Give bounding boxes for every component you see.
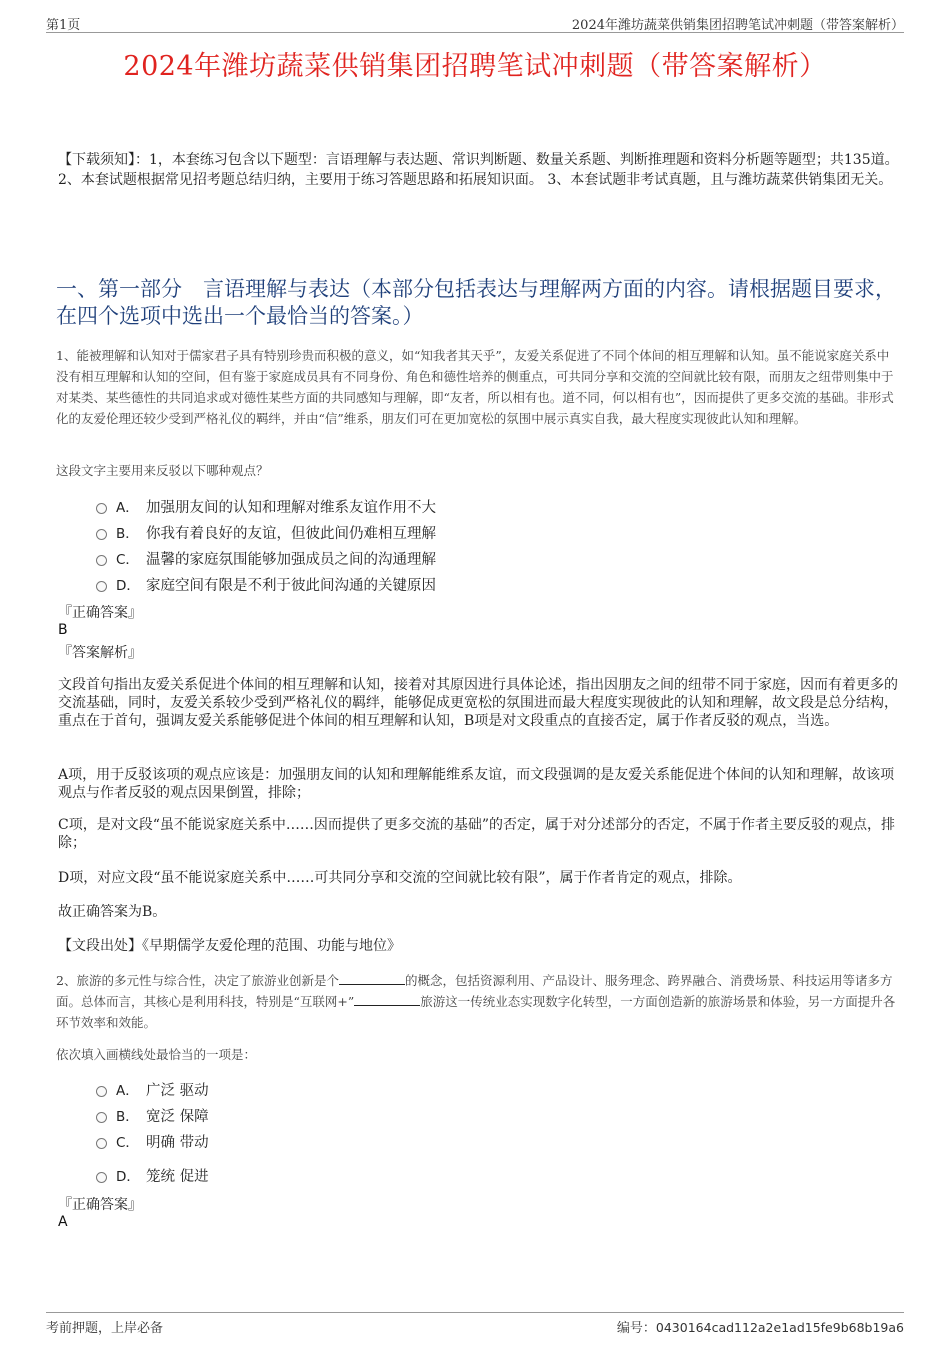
option-letter: A．	[116, 1083, 139, 1099]
answer-label: 『正确答案』	[58, 605, 142, 621]
radio-icon[interactable]	[96, 555, 107, 566]
option-b[interactable]	[96, 519, 436, 545]
option-c[interactable]	[96, 1128, 209, 1154]
code-label: 编号：	[616, 1321, 656, 1336]
fill-blank-2	[354, 993, 420, 1006]
radio-icon[interactable]	[96, 1086, 107, 1097]
radio-icon[interactable]	[96, 529, 107, 540]
option-letter: C．	[116, 1135, 139, 1151]
analysis-paragraph-3: C项，是对文段“虽不能说家庭关系中……因而提供了更多交流的基础”的否定，属于对分述部分的否定，不属于作者主要反驳的观点，排除；	[58, 817, 896, 851]
option-a[interactable]	[96, 1076, 209, 1102]
option-b[interactable]	[96, 1102, 209, 1128]
option-text: 你我有着良好的友谊，但彼此间仍难相互理解	[146, 525, 436, 542]
footer-code	[617, 1317, 904, 1336]
radio-icon[interactable]	[96, 503, 107, 514]
option-d[interactable]	[96, 571, 436, 597]
option-letter: A．	[116, 500, 139, 516]
option-letter: C．	[116, 552, 139, 568]
question-2-options	[96, 1076, 209, 1188]
stem-part: 旅游这一传统业态实现数字化转型，一方面创造新的旅游场景和体验，另一方面提升各环节效率和效能。	[56, 994, 896, 1030]
radio-icon[interactable]	[96, 1112, 107, 1123]
analysis-paragraph-2: A项，用于反驳该项的观点应该是：加强朋友间的认知和理解能维系友谊，而文段强调的是友爱关系能促进个体间的认知和理解，故该项观点与作者反驳的观点因果倒置，排除；	[58, 767, 895, 801]
radio-icon[interactable]	[96, 581, 107, 592]
option-letter: B．	[116, 526, 139, 542]
answer-value: A	[58, 1214, 68, 1230]
option-text: 加强朋友间的认知和理解对维系友谊作用不大	[146, 499, 436, 516]
stem-part: 2、旅游的多元性与综合性，决定了旅游业创新是个	[56, 973, 339, 988]
radio-icon[interactable]	[96, 1138, 107, 1149]
option-text: 家庭空间有限是不利于彼此间沟通的关键原因	[146, 577, 436, 594]
footer-slogan: 考前押题，上岸必备	[46, 1321, 164, 1336]
question-1-options	[96, 493, 436, 597]
code-value: 0430164cad112a2e1ad15fe9b68b19a6	[655, 1320, 904, 1335]
answer-value: B	[58, 622, 68, 638]
radio-icon[interactable]	[96, 1172, 107, 1183]
document-title: 2024年潍坊蔬菜供销集团招聘笔试冲刺题（带答案解析）	[123, 51, 827, 82]
page-footer	[46, 1312, 904, 1337]
analysis-label: 『答案解析』	[58, 645, 142, 661]
option-letter: D．	[116, 578, 140, 594]
page-number: 第1页	[46, 18, 81, 33]
option-text: 笼统 促进	[146, 1168, 209, 1185]
option-text: 广泛 驱动	[146, 1082, 209, 1099]
question-2-prompt: 依次填入画横线处最恰当的一项是：	[56, 1047, 257, 1062]
option-d[interactable]	[96, 1162, 209, 1188]
analysis-conclusion: 故正确答案为B。	[58, 904, 167, 920]
download-notice: 【下载须知】：1，本套练习包含以下题型：言语理解与表达题、常识判断题、数量关系题、判断推理题和资料分析题等题型；共135道。 2、本套试题根据常见招考题总结归纳，主要用于练习答题思路和拓展知识面。 3、本套试题非考试真题，且与潍坊蔬菜供销集团无关。	[58, 152, 899, 188]
option-letter: D．	[116, 1169, 140, 1185]
option-c[interactable]	[96, 545, 436, 571]
header-doc-title: 2024年潍坊蔬菜供销集团招聘笔试冲刺题（带答案解析）	[571, 18, 904, 33]
option-text: 宽泛 保障	[146, 1108, 209, 1125]
page-header	[46, 10, 904, 33]
question-1-stem: 1、能被理解和认知对于儒家君子具有特别珍贵而积极的意义，如“知我者其天乎”，友爱关系促进了不同个体间的相互理解和认知。虽不能说家庭关系中没有相互理解和认知的空间，但有鉴于家庭成员具有不同身份、角色和德性培养的侧重点，可共同分享和交流的空间就比较有限，而朋友之纽带则集中于对某类、某些德性的共同追求或对德性某些方面的共同感知与理解，即“友者，所以相有也。道不同，何以相有也”，因而提供了更多交流的基础。非形式化的友爱伦理还较少受到严格礼仪的羁绊，并由“信”维系，朋友们可在更加宽松的氛围中展示真实自我，最大程度实现彼此认知和理解。	[56, 348, 894, 426]
section-heading: 一、第一部分 言语理解与表达（本部分包括表达与理解两方面的内容。请根据题目要求，在四个选项中选出一个最恰当的答案。）	[56, 277, 896, 328]
text-source: 【文段出处】《早期儒学友爱伦理的范围、功能与地位》	[58, 938, 401, 954]
question-2-stem	[56, 970, 900, 1033]
analysis-paragraph-1: 文段首句指出友爱关系促进个体间的相互理解和认知，接着对其原因进行具体论述，指出因朋友之间的纽带不同于家庭，因而有着更多的交流基础，同时，友爱关系较少受到严格礼仪的羁绊，能够促成更宽松的氛围进而最大程度实现彼此的认知和理解，故文段是总分结构，重点在于首句，强调友爱关系能够促进个体间的相互理解和认知，B项是对文段重点的直接否定，属于作者反驳的观点，当选。	[58, 677, 898, 729]
question-1-prompt: 这段文字主要用来反驳以下哪种观点？	[56, 463, 269, 478]
answer-label: 『正确答案』	[58, 1197, 142, 1213]
option-text: 明确 带动	[146, 1134, 209, 1151]
stem-part: 的概念，包括资源利用、产品设计、服务理念、跨界融合、消费场景、科技运用等诸多方面。总体而言，其核心是利用科技，特别是“互联网+”	[56, 973, 893, 1009]
fill-blank-1	[339, 972, 405, 985]
option-letter: B．	[116, 1109, 139, 1125]
analysis-paragraph-4: D项，对应文段“虽不能说家庭关系中……可共同分享和交流的空间就比较有限”，属于作者肯定的观点，排除。	[58, 870, 742, 886]
option-text: 温馨的家庭氛围能够加强成员之间的沟通理解	[146, 551, 436, 568]
option-a[interactable]	[96, 493, 436, 519]
